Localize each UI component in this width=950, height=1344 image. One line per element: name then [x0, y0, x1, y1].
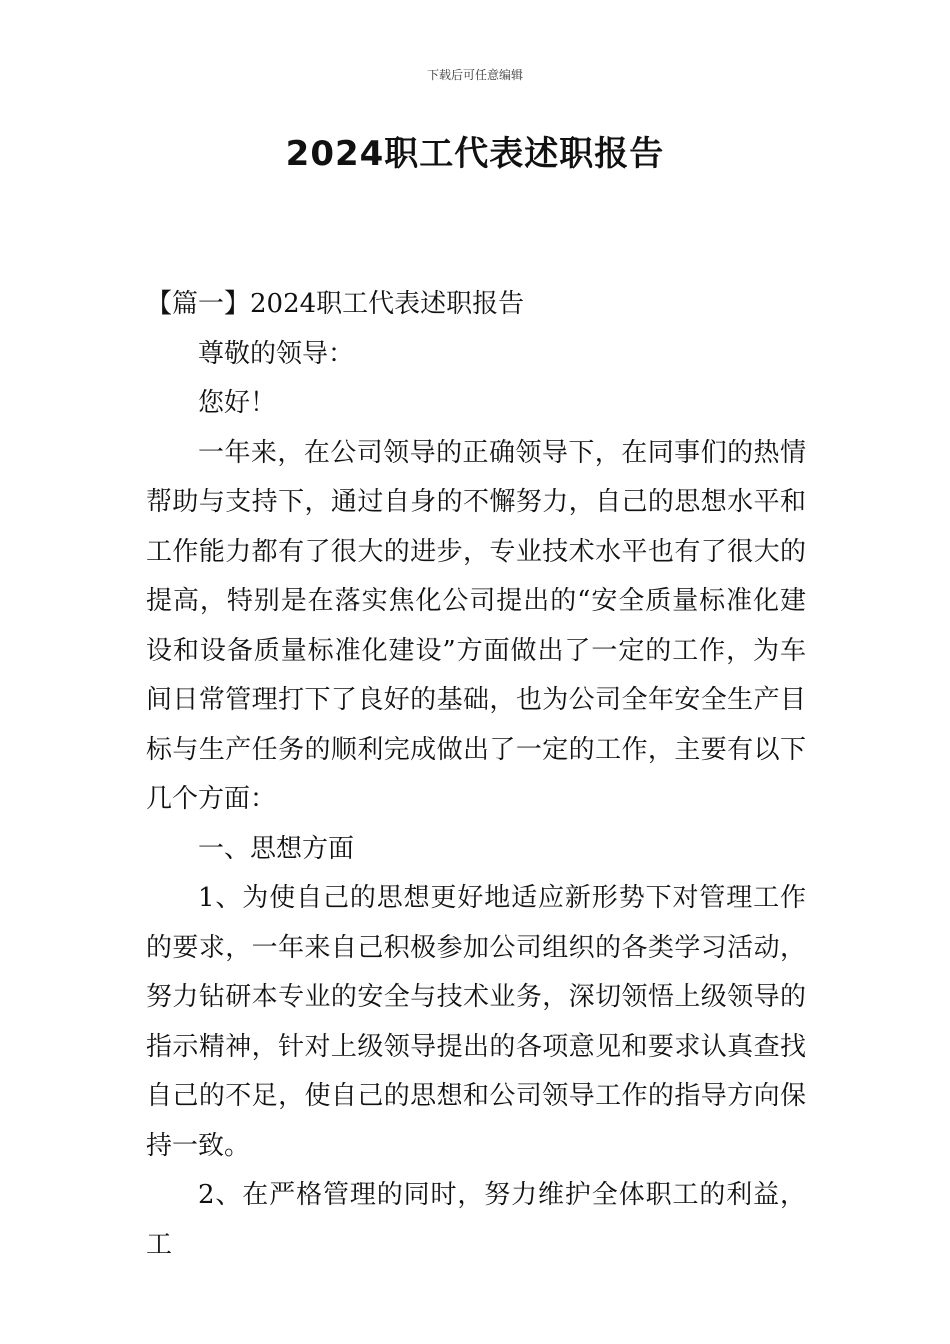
- subheading-thought: 一、思想方面: [198, 833, 355, 864]
- salutation: 尊敬的领导：: [198, 338, 355, 369]
- paragraph-item-1: 1、为使自己的思想更好地适应新形势下对管理工作的要求，一年来自己积极参加公司组织的各类学习活动，努力钻研本专业的安全与技术业务，深切领悟上级领导的指示精神，针对上级领导提出的各项意见和要求认真查找自己的不足，使自己的思想和公司领导工作的指导方向保持一致。: [146, 883, 806, 1161]
- document-title: 2024职工代表述职报告: [285, 134, 665, 174]
- header-note: 下载后可任意编辑: [426, 68, 523, 82]
- document-body: [146, 280, 806, 1270]
- section-heading: 【篇一】2024职工代表述职报告: [146, 289, 525, 319]
- intro-paragraph: 一年来，在公司领导的正确领导下，在同事们的热情帮助与支持下，通过自身的不懈努力，自己的思想水平和工作能力都有了很大的进步，专业技术水平也有了很大的提高，特别是在落实焦化公司提出的“安全质量标准化建设和设备质量标准化建设”方面做出了一定的工作，为车间日常管理打下了良好的基础，也为公司全年安全生产目标与生产任务的顺利完成做出了一定的工作，主要有以下几个方面：: [146, 437, 806, 814]
- greeting: 您好！: [198, 388, 277, 418]
- paragraph-item-2: 2、在严格管理的同时，努力维护全体职工的利益，工: [146, 1180, 806, 1260]
